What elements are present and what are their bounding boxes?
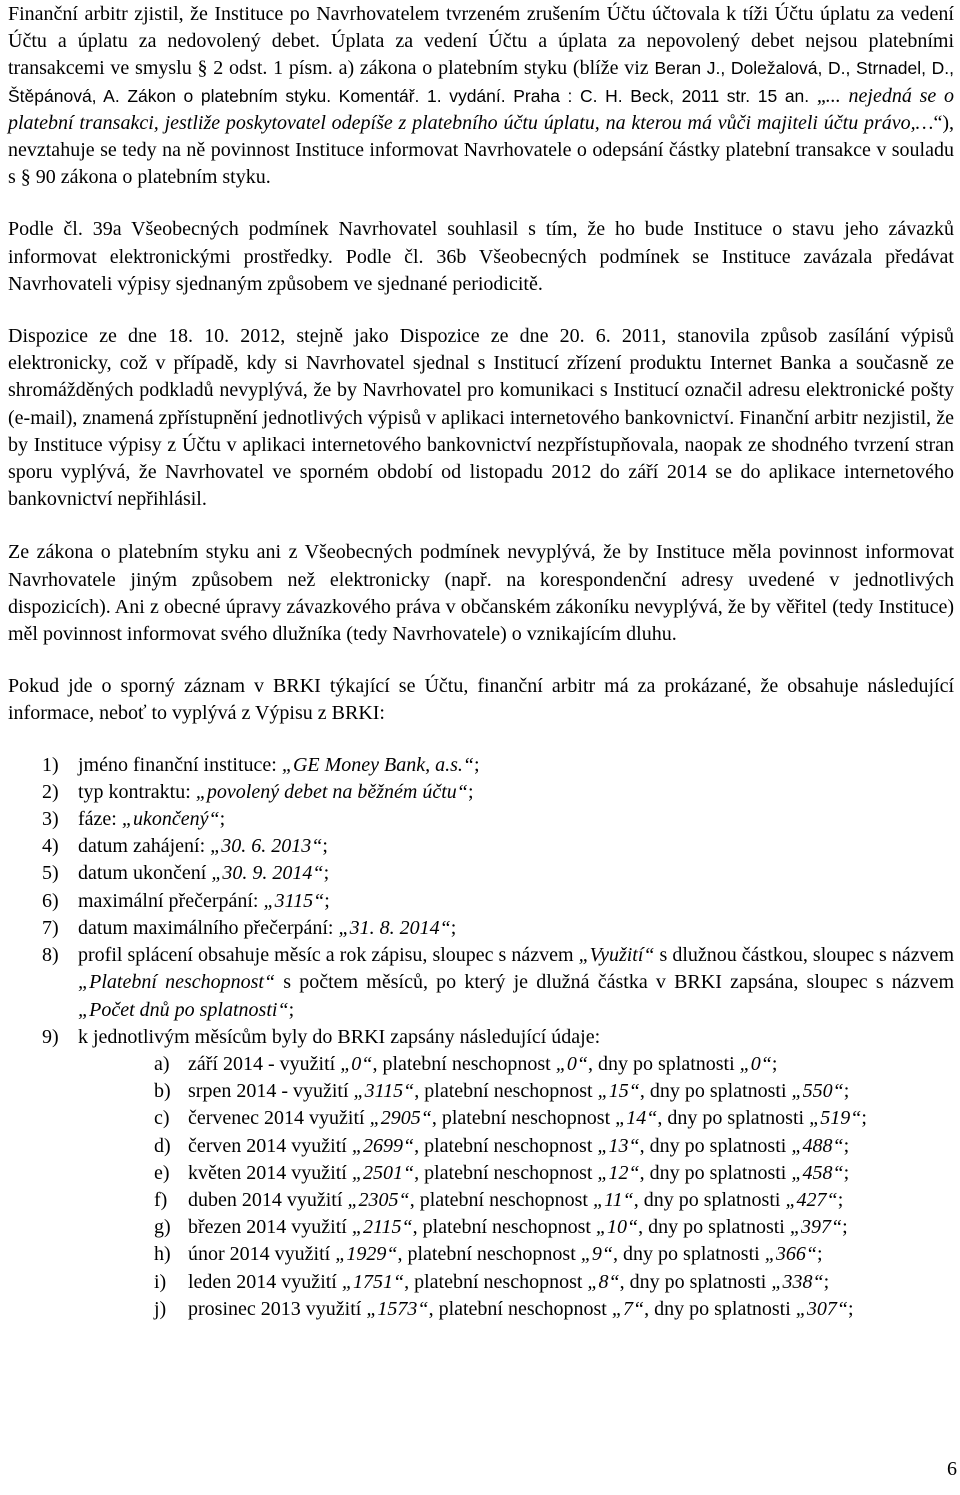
item-end: ; — [450, 916, 457, 939]
text-run: „ — [809, 84, 826, 107]
monthly-record — [78, 1160, 954, 1187]
paragraph-conditions: Podle čl. 39a Všeobecných podmínek Navrhovatel souhlasil s tím, že ho bude Instituce o stavu jeho závazků informovat elektronickými prostředky. Podle čl. 36b Všeobecných podmínek se Instituce zavázala předávat Navrhovateli výpisy sjednaným způsobem ve sjednané periodicitě. — [8, 218, 954, 295]
text-run: , dny po splatnosti — [644, 1297, 796, 1320]
item-label: typ kontraktu: — [78, 780, 196, 803]
text-run: , platební neschopnost — [409, 1188, 593, 1211]
item-number: 4) — [42, 835, 59, 858]
item-value: „30. 9. 2014“ — [211, 862, 324, 885]
monthly-record — [78, 1214, 954, 1241]
text-run: , dny po splatnosti — [639, 1161, 792, 1184]
usage-value: „2305“ — [347, 1188, 410, 1211]
item-number: 2) — [42, 780, 59, 803]
monthly-record — [78, 1187, 954, 1214]
item-value: „31. 8. 2014“ — [338, 916, 451, 939]
days-overdue-value: „0“ — [739, 1052, 772, 1075]
brki-record-list — [8, 752, 954, 1323]
monthly-record — [78, 1296, 954, 1323]
list-item — [8, 860, 954, 887]
text-run: , platební neschopnost — [414, 1080, 598, 1103]
text-run: profil splácení obsahuje měsíc a rok zápisu, sloupec s názvem — [78, 944, 579, 967]
month: prosinec 2013 využití — [188, 1297, 367, 1320]
text-run: , platební neschopnost — [428, 1297, 612, 1320]
text-run: , platební neschopnost — [404, 1270, 588, 1293]
sub-number: h) — [154, 1243, 171, 1266]
usage-value: „2501“ — [351, 1161, 415, 1184]
sub-number: d) — [154, 1134, 171, 1157]
text-run: , dny po splatnosti — [639, 1134, 792, 1157]
list-item-profile — [8, 942, 954, 1024]
sub-number: i) — [154, 1270, 167, 1293]
item-value: „3115“ — [263, 889, 325, 912]
item-label: datum ukončení — [78, 862, 212, 885]
insolvency-value: „9“ — [580, 1243, 614, 1266]
list-item — [8, 752, 954, 779]
list-item — [8, 833, 954, 860]
paragraph-law: Ze zákona o platebním styku ani z Všeobecných podmínek nevyplývá, že by Instituce měla povinnost informovat Navrhovatele jiným způsobem než elektronicky (např. na korespondenční adresy uvedené v jednotlivých dispozicích). Ani z obecné úpravy závazkového práva v občanském zákoníku nevyplývá, že by věřitel (tedy Instituce) měl povinnost informovat svého dlužníka (tedy Navrhovatele) o vznikajícím dluhu. — [8, 541, 954, 646]
sub-number: e) — [154, 1161, 170, 1184]
item-end: ; — [474, 753, 480, 776]
text-run: “), nevztahuje se tedy na ně povinnost Instituce informovat Navrhovatele o odepsání částky platební transakce v souladu s § 90 zákona o platebním styku. — [8, 111, 954, 189]
item-text: k jednotlivým měsícům byly do BRKI zapsány následující údaje: — [78, 1025, 601, 1048]
text-run: , platební neschopnost — [412, 1216, 596, 1239]
insolvency-value: „0“ — [555, 1052, 588, 1075]
text-run: ; — [848, 1297, 854, 1320]
monthly-record — [78, 1269, 954, 1296]
column-name: „Platební neschopnost“ — [78, 971, 276, 994]
month: únor 2014 využití — [188, 1243, 336, 1266]
month: leden 2014 využití — [188, 1270, 342, 1293]
days-overdue-value: „458“ — [791, 1161, 844, 1184]
list-item — [8, 888, 954, 915]
monthly-record — [78, 1241, 954, 1268]
usage-value: „2905“ — [369, 1107, 432, 1130]
month: srpen 2014 - využití — [188, 1080, 354, 1103]
insolvency-value: „15“ — [597, 1080, 640, 1103]
sub-number: b) — [154, 1080, 171, 1103]
text-run: , platební neschopnost — [414, 1161, 598, 1184]
days-overdue-value: „488“ — [791, 1134, 844, 1157]
text-run: , platební neschopnost — [372, 1052, 556, 1075]
text-run: ; — [843, 1161, 850, 1184]
insolvency-value: „12“ — [597, 1161, 640, 1184]
text-run: , dny po splatnosti — [613, 1243, 765, 1266]
item-number: 6) — [42, 889, 59, 912]
item-number: 7) — [42, 916, 59, 939]
text-run: , dny po splatnosti — [588, 1052, 740, 1075]
item-label: jméno finanční instituce: — [78, 753, 282, 776]
item-number: 9) — [42, 1025, 59, 1048]
monthly-record — [78, 1051, 954, 1078]
text-run: , platební neschopnost — [414, 1134, 598, 1157]
insolvency-value: „13“ — [597, 1134, 640, 1157]
insolvency-value: „14“ — [615, 1107, 658, 1130]
usage-value: „1573“ — [366, 1297, 429, 1320]
commentary-quote: ... nejedná se o platební transakci, jestliže poskytovatel odepíše z platebního účtu úplatu, na kterou má vůči majiteli účtu právo,… — [8, 84, 954, 134]
usage-value: „2115“ — [351, 1216, 413, 1239]
monthly-record — [78, 1133, 954, 1160]
text-run: ; — [861, 1107, 867, 1130]
column-name: „Počet dnů po splatnosti“ — [78, 998, 289, 1021]
commentary-citation: Beran J., Doležalová, D., Strnadel, D., Štěpánová, A. Zákon o platebním styku. Komentář. 1. vydání. Praha : C. H. Beck, 2011 str. 15 an. — [8, 58, 954, 106]
item-number: 1) — [42, 753, 59, 776]
item-number: 3) — [42, 808, 59, 831]
monthly-record — [78, 1078, 954, 1105]
list-item — [8, 915, 954, 942]
usage-value: „2699“ — [351, 1134, 415, 1157]
month: květen 2014 využití — [188, 1161, 352, 1184]
item-label: datum maximálního přečerpání: — [78, 916, 339, 939]
insolvency-value: „11“ — [593, 1188, 634, 1211]
month: březen 2014 využití — [188, 1216, 352, 1239]
sub-number: g) — [154, 1216, 171, 1239]
item-number: 8) — [42, 944, 59, 967]
monthly-record — [78, 1105, 954, 1132]
text-run: ; — [823, 1270, 830, 1293]
page-number: 6 — [947, 1458, 957, 1480]
item-value: „30. 6. 2013“ — [210, 835, 323, 858]
monthly-records-list — [78, 1051, 954, 1323]
text-run: ; — [842, 1216, 848, 1239]
days-overdue-value: „427“ — [785, 1188, 838, 1211]
insolvency-value: „8“ — [587, 1270, 620, 1293]
text-run: , dny po splatnosti — [639, 1080, 792, 1103]
document-page — [8, 0, 954, 1323]
days-overdue-value: „307“ — [795, 1297, 849, 1320]
month: červen 2014 využití — [188, 1134, 352, 1157]
list-item-monthly — [8, 1024, 954, 1323]
text-run: , platební neschopnost — [397, 1243, 581, 1266]
text-run: ; — [816, 1243, 823, 1266]
text-run: Finanční arbitr zjistil, že Instituce po Navrhovatelem tvrzeném zrušením Účtu účtovala k tíži Účtu úplatu za vedení Účtu a úplatu za nedovolený debet. Úplata za vedení Účtu a úplata za nepovolený debet nejsou platebními transakcemi ve smyslu § 2 odst. 1 písm. a) zákona o platebním styku (blíže viz — [8, 3, 954, 80]
paragraph-arbitr-finding — [8, 1, 954, 191]
text-run: , dny po splatnosti — [619, 1270, 772, 1293]
month: září 2014 - využití — [188, 1052, 341, 1075]
sub-number: c) — [154, 1107, 170, 1130]
month: červenec 2014 využití — [188, 1107, 370, 1130]
item-label: maximální přečerpání: — [78, 889, 264, 912]
list-item — [8, 806, 954, 833]
item-end: ; — [219, 808, 226, 831]
item-end: ; — [324, 889, 330, 912]
text-run: ; — [837, 1188, 844, 1211]
text-run: ; — [288, 998, 295, 1021]
sub-number: a) — [154, 1052, 170, 1075]
days-overdue-value: „519“ — [809, 1107, 862, 1130]
item-end: ; — [322, 835, 328, 858]
sub-number: f) — [154, 1188, 168, 1211]
item-end: ; — [323, 862, 330, 885]
text-run: , dny po splatnosti — [657, 1107, 810, 1130]
column-name: „Využití“ — [578, 944, 655, 967]
item-number: 5) — [42, 862, 59, 885]
sub-number: j) — [154, 1297, 167, 1320]
text-run: s počtem měsíců, po který je dlužná částka v BRKI zapsána, sloupec s názvem — [275, 971, 954, 994]
days-overdue-value: „397“ — [789, 1216, 843, 1239]
text-run: , platební neschopnost — [431, 1107, 616, 1130]
month: duben 2014 využití — [188, 1188, 348, 1211]
paragraph-brki-intro: Pokud jde o sporný záznam v BRKI týkající se Účtu, finanční arbitr má za prokázané, že obsahuje následující informace, neboť to vyplývá z Výpisu z BRKI: — [8, 675, 954, 725]
usage-value: „0“ — [340, 1052, 373, 1075]
text-run: ; — [843, 1134, 850, 1157]
insolvency-value: „10“ — [595, 1216, 639, 1239]
item-value: „ukončený“ — [121, 808, 220, 831]
days-overdue-value: „366“ — [764, 1243, 817, 1266]
item-end: ; — [467, 780, 474, 803]
list-item — [8, 779, 954, 806]
insolvency-value: „7“ — [611, 1297, 645, 1320]
text-run: s dlužnou částkou, sloupec s názvem — [654, 944, 954, 967]
item-value: „GE Money Bank, a.s.“ — [281, 753, 475, 776]
usage-value: „1751“ — [341, 1270, 405, 1293]
days-overdue-value: „550“ — [791, 1080, 844, 1103]
usage-value: „1929“ — [335, 1243, 398, 1266]
text-run: , dny po splatnosti — [633, 1188, 786, 1211]
days-overdue-value: „338“ — [771, 1270, 824, 1293]
usage-value: „3115“ — [353, 1080, 415, 1103]
text-run: ; — [843, 1080, 850, 1103]
item-label: fáze: — [78, 808, 122, 831]
text-run: ; — [771, 1052, 778, 1075]
item-label: datum zahájení: — [78, 835, 211, 858]
paragraph-dispositions: Dispozice ze dne 18. 10. 2012, stejně jako Dispozice ze dne 20. 6. 2011, stanovila způsob zasílání výpisů elektronicky, což v případě, kdy si Navrhovatel sjednal s Institucí zřízení produktu Internet Banka a současně ze shromážděných podkladů nevyplývá, že by Navrhovatel pro komunikaci s Institucí označil adresu elektronické pošty (e-mail), znamená zpřístupnění jednotlivých výpisů v aplikaci internetového bankovnictví. Finanční arbitr nezjistil, že by Instituce výpisy z Účtu v aplikaci internetového bankovnictví nezpřístupňovala, naopak ze shodného tvrzení stran sporu vyplývá, že Navrhovatel ve sporném období od listopadu 2012 do září 2014 se do aplikace internetového bankovnictví nepřihlásil. — [8, 325, 954, 511]
item-value: „povolený debet na běžném účtu“ — [195, 780, 468, 803]
text-run: , dny po splatnosti — [638, 1216, 790, 1239]
